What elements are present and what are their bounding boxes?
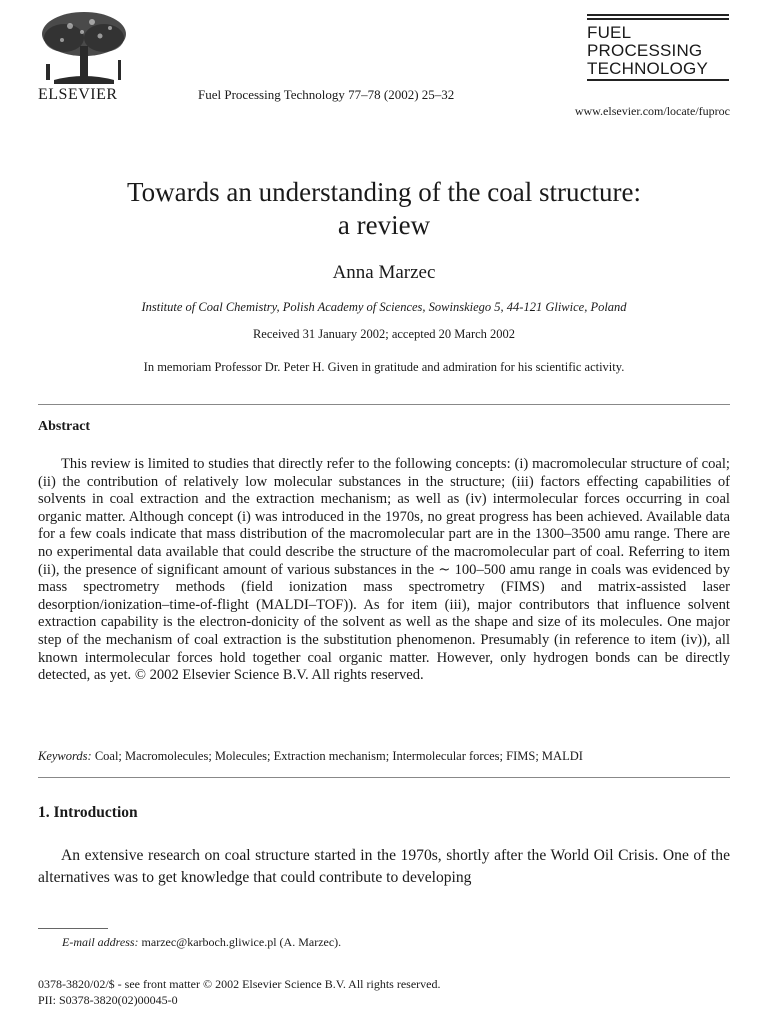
dedication: In memoriam Professor Dr. Peter H. Given in gratitude and admiration for his scientific activity. bbox=[143, 360, 625, 374]
pii-line: PII: S0378-3820(02)00045-0 bbox=[38, 993, 178, 1007]
article-title bbox=[0, 176, 768, 242]
title-line: a review bbox=[337, 210, 431, 240]
footer-meta bbox=[38, 976, 440, 1008]
footnote-email bbox=[62, 935, 341, 950]
keywords-label: Keywords: bbox=[38, 749, 92, 763]
section-body: An extensive research on coal structure started in the 1970s, shortly after the World Oil Crisis. One of the alternatives was to get knowledge that could contribute to developing bbox=[38, 847, 730, 886]
abstract-heading: Abstract bbox=[38, 419, 91, 434]
issn-line: 0378-3820/02/$ - see front matter © 2002 Elsevier Science B.V. All rights reserved. bbox=[38, 977, 441, 991]
divider bbox=[587, 79, 729, 81]
keywords bbox=[38, 749, 730, 764]
section-heading: 1. Introduction bbox=[38, 804, 138, 821]
keywords-values: Coal; Macromolecules; Molecules; Extraction mechanism; Intermolecular forces; FIMS; MALDI bbox=[94, 749, 583, 763]
divider bbox=[38, 404, 730, 405]
journal-name-line: TECHNOLOGY bbox=[587, 59, 709, 78]
email-label: E-mail address: bbox=[62, 935, 139, 949]
title-line: Towards an understanding of the coal structure: bbox=[127, 177, 641, 207]
journal-reference: Fuel Processing Technology 77–78 (2002) 25–32 bbox=[198, 87, 455, 102]
journal-name-line: PROCESSING bbox=[587, 41, 703, 60]
divider bbox=[587, 14, 729, 16]
elsevier-tree-logo-icon bbox=[34, 8, 134, 88]
received-dates: Received 31 January 2002; accepted 20 March 2002 bbox=[252, 327, 516, 341]
author-name: Anna Marzec bbox=[332, 262, 436, 283]
email-address-link[interactable]: marzec@karboch.gliwice.pl (A. Marzec). bbox=[141, 935, 342, 949]
footnote-divider bbox=[38, 928, 108, 929]
abstract-body: This review is limited to studies that directly refer to the following concepts: (i) macromolecular structure of coal; (ii) the contribution of relatively low molecular substances in the structure; (iii) factors effecting capabilities of solvents in coal extraction and the extraction mechanism; as well as (iv) intermolecular forces occurring in coal organic matter. Although concept (i) was introduced in the 1970s, no great progress has been achieved. Available data for a few coals indicate that mass distribution of the macromolecular part are in the 1300–3500 amu range. There are no experimental data available that could describe the structure of the macromolecular part of coal. Referring to item (ii), the presence of significant amount of various substances in the ∼ 100–500 amu range in coals was evidenced by mass spectrometry methods (field ionization mass spectrometry (FIMS) and matrix-assisted laser desorption/ionization–time-of-flight (MALDI–TOF)). As for item (iii), major contributors that influence solvent extraction capability is the electron-donicity of the solvent as well as the shape and size of its molecules. One major step of the mechanism of coal extraction is the substitution phenomenon. Presumably (in reference to item (iv)), all known intermolecular forces hold together coal organic matter. However, only hydrogen bonds can be directly detected, as yet. © 2002 Elsevier Science B.V. All rights reserved. bbox=[38, 456, 730, 684]
journal-name-line: FUEL bbox=[587, 23, 632, 42]
publisher-name: ELSEVIER bbox=[38, 86, 118, 103]
journal-title-block bbox=[587, 14, 729, 83]
journal-url-link[interactable]: www.elsevier.com/locate/fuproc bbox=[574, 104, 730, 118]
divider bbox=[38, 777, 730, 778]
divider bbox=[587, 18, 729, 20]
author-affiliation: Institute of Coal Chemistry, Polish Academy of Sciences, Sowinskiego 5, 44-121 Gliwice, Poland bbox=[141, 300, 627, 314]
